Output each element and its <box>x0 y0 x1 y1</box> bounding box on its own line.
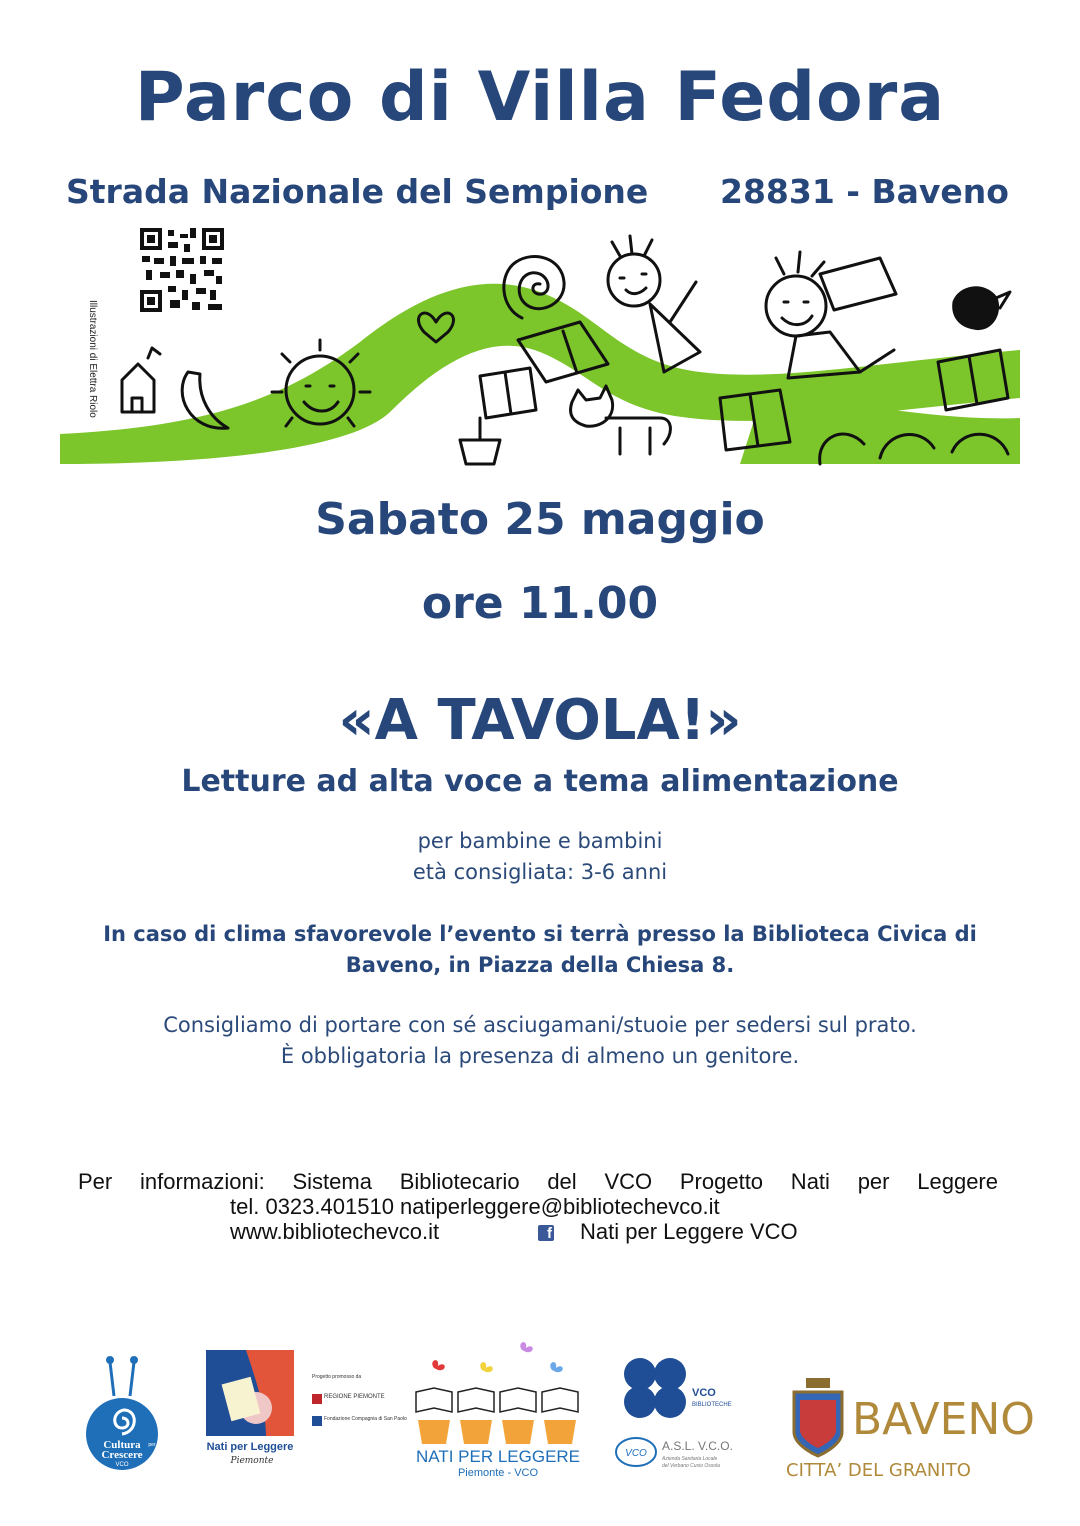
audience-line: per bambine e bambini <box>417 829 663 853</box>
npl-label: Nati per Leggere <box>206 1441 294 1453</box>
baveno-sub: CITTA’ DEL GRANITO <box>786 1460 971 1481</box>
vco-bib-label: VCO <box>692 1387 716 1399</box>
npl-sub: Piemonte <box>230 1456 274 1466</box>
promoters-block <box>310 1370 407 1440</box>
illustration-banner <box>60 222 1020 464</box>
npl-vco-title: NATI PER LEGGERE <box>415 1447 581 1466</box>
baveno-label: BAVENO <box>852 1394 1035 1445</box>
baveno-citta-del-granito-logo <box>786 1372 1035 1484</box>
street-address: Strada Nazionale del Sempione <box>66 172 649 211</box>
regione-label: REGIONE PIEMONTE <box>324 1394 385 1400</box>
event-date: Sabato 25 maggio <box>315 494 765 545</box>
facebook-icon[interactable]: f <box>538 1225 554 1241</box>
cultura-label: Cultura <box>103 1439 141 1451</box>
fondazione-label: Fondazione Compagnia di San Paolo <box>324 1416 407 1422</box>
advice-text: Consigliamo di portare con sé asciugamani/stuoie per sedersi sul prato. <box>163 1013 917 1037</box>
asl-sub2: del Verbano Cusio Ossola <box>662 1463 720 1469</box>
vco-biblioteche-asl-logo <box>612 1356 762 1476</box>
cultura-per-crescere-logo <box>80 1352 164 1476</box>
crescere-label: Crescere <box>101 1449 143 1461</box>
age-recommendation: età consigliata: 3-6 anni <box>412 860 668 884</box>
city-postcode: 28831 - Baveno <box>720 172 1009 211</box>
bad-weather-notice: In caso di clima sfavorevole l’evento si terrà presso la Biblioteca Civica di <box>103 922 977 946</box>
event-time: ore 11.00 <box>421 578 659 629</box>
facebook-page-link[interactable]: Nati per Leggere VCO <box>580 1219 798 1244</box>
venue-title: Parco di Villa Fedora <box>134 58 946 137</box>
event-subtitle: Letture ad alta voce a tema alimentazione <box>181 764 899 799</box>
event-name: «A TAVOLA!» <box>338 688 742 753</box>
cultura-per: per <box>148 1442 156 1448</box>
nati-per-leggere-vco-logo <box>410 1340 590 1480</box>
info-line: Per informazioni: Sistema Bibliotecario del VCO Progetto Nati per Leggere <box>78 1169 998 1194</box>
promo-text: Progetto promosso da <box>312 1374 362 1380</box>
asl-label: A.S.L. V.C.O. <box>662 1439 733 1453</box>
vco-bib-sub: BIBLIOTECHE <box>692 1402 732 1408</box>
qr-code[interactable] <box>140 228 224 312</box>
nati-per-leggere-piemonte-logo <box>206 1350 296 1470</box>
website-link[interactable]: www.bibliotechevco.it <box>230 1219 440 1244</box>
contact-line[interactable]: tel. 0323.401510 natiperleggere@bibliotechevco.it <box>230 1194 720 1219</box>
npl-vco-sub: Piemonte - VCO <box>457 1467 539 1479</box>
asl-mark: VCO <box>625 1448 647 1459</box>
cultura-vco: VCO <box>115 1462 129 1468</box>
illustration-credit: Illustrazioni di Elettra Riolo <box>87 300 98 418</box>
asl-sub1: Azienda Sanitaria Locale <box>662 1456 718 1462</box>
parent-requirement: È obbligatoria la presenza di almeno un genitore. <box>280 1044 800 1068</box>
bad-weather-location: Baveno, in Piazza della Chiesa 8. <box>345 953 735 977</box>
